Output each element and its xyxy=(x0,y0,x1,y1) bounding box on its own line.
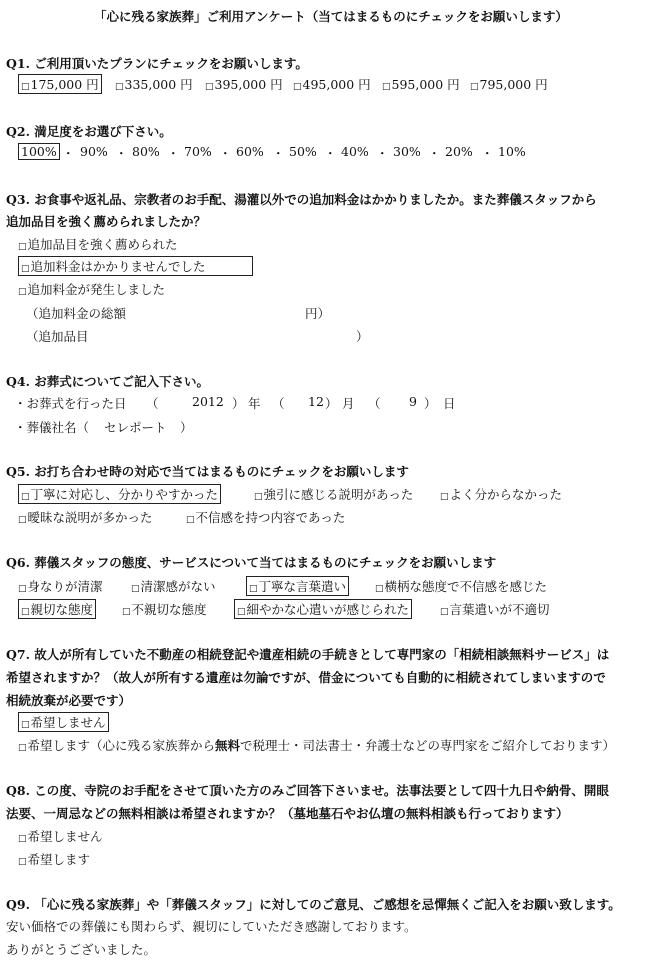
q2-option-80[interactable]: 80% xyxy=(132,144,160,159)
q4-company-value[interactable]: セレポート xyxy=(104,420,167,435)
q7-option-accept[interactable]: □希望します（心に残る家族葬から無料で税理士・司法書士・弁護士などの専門家をご紹介しております） xyxy=(18,738,616,753)
checkbox-icon: □ xyxy=(440,607,449,617)
q4-year-unit: 年 xyxy=(248,396,261,411)
q6-option-rude-speech[interactable]: □言葉遣いが不適切 xyxy=(440,602,550,617)
checkbox-icon: □ xyxy=(21,264,30,274)
q2-separator: ・ xyxy=(324,146,337,161)
q2-separator: ・ xyxy=(167,146,180,161)
checkbox-icon: □ xyxy=(18,515,27,525)
q4-month-unit: 月 xyxy=(342,396,355,411)
q1-option-595000[interactable]: □595,000 円 xyxy=(382,77,460,92)
q2-heading: Q2. 満足度をお選び下さい。 xyxy=(6,124,172,139)
q2-option-50[interactable]: 50% xyxy=(289,144,317,159)
q5-option-polite[interactable]: □丁寧に対応し、分かりやすかった xyxy=(18,484,221,504)
q1-option-795000[interactable]: □795,000 円 xyxy=(470,77,548,92)
q1-option-495000[interactable]: □495,000 円 xyxy=(293,77,371,92)
close-paren: ） xyxy=(325,396,338,411)
checkbox-icon: □ xyxy=(249,584,258,594)
q5-option-unclear[interactable]: □よく分からなかった xyxy=(440,487,563,502)
checkbox-icon: □ xyxy=(440,492,449,502)
q6-option-polite-speech[interactable]: □丁寧な言葉遣い xyxy=(246,576,349,596)
q1-option-175000[interactable]: □175,000 円 xyxy=(18,74,102,94)
checkbox-icon: □ xyxy=(131,584,140,594)
q8-heading-line2: 法要、一周忌などの無料相談は希望されますか？（墓地墓石やお仏壇の無料相談も行っております） xyxy=(6,806,569,821)
q4-day-unit: 日 xyxy=(443,396,456,411)
q2-option-10[interactable]: 10% xyxy=(498,144,526,159)
q4-heading: Q4. お葬式についてご記入下さい。 xyxy=(6,374,210,389)
q6-option-neat[interactable]: □身なりが清潔 xyxy=(18,579,103,594)
q2-option-20[interactable]: 20% xyxy=(445,144,473,159)
checkbox-icon: □ xyxy=(21,492,30,502)
checkbox-icon: □ xyxy=(122,607,131,617)
q6-option-kind[interactable]: □親切な態度 xyxy=(18,599,96,619)
q6-option-unkind[interactable]: □不親切な態度 xyxy=(122,602,207,617)
checkbox-icon: □ xyxy=(21,82,30,92)
q2-separator: ・ xyxy=(272,146,285,161)
checkbox-icon: □ xyxy=(18,857,27,867)
q4-company-close: ） xyxy=(180,420,193,435)
q8-option-accept[interactable]: □希望します xyxy=(18,852,91,867)
checkbox-icon: □ xyxy=(115,82,124,92)
q2-option-70[interactable]: 70% xyxy=(184,144,212,159)
q3-total-label: （追加料金の総額 xyxy=(26,306,127,321)
checkbox-icon: □ xyxy=(470,82,479,92)
q6-option-arrogant[interactable]: □横柄な態度で不信感を感じた xyxy=(375,579,548,594)
q2-option-60[interactable]: 60% xyxy=(236,144,264,159)
q9-answer-line1[interactable]: 安い価格での葬儀にも関わらず、親切にしていただき感謝しております。 xyxy=(6,919,417,934)
q1-option-395000[interactable]: □395,000 円 xyxy=(205,77,283,92)
q8-heading-line1: Q8. この度、寺院のお手配をさせて頂いた方のみご回答下さいませ。法事法要として四十九日や納骨、開眼 xyxy=(6,783,609,798)
q3-total-unit: 円） xyxy=(305,306,331,321)
open-paren: （ xyxy=(146,396,159,411)
q6-heading: Q6. 葬儀スタッフの態度、サービスについて当てはまるものにチェックをお願いします xyxy=(6,555,497,570)
q2-option-40[interactable]: 40% xyxy=(341,144,369,159)
open-paren: （ xyxy=(368,396,381,411)
q3-items-label: （追加品目 xyxy=(26,329,89,344)
q3-heading-line2: 追加品目を強く薦められましたか？ xyxy=(6,214,207,229)
checkbox-icon: □ xyxy=(293,82,302,92)
q7-heading-line2: 希望されますか？（故人が所有する遺産は勿論ですが、借金についても自動的に相続されてしまいますので xyxy=(6,670,606,685)
checkbox-icon: □ xyxy=(237,607,246,617)
q5-option-distrust[interactable]: □不信感を持つ内容であった xyxy=(186,510,346,525)
close-paren: ） xyxy=(424,396,437,411)
q3-option-extra[interactable]: □追加料金が発生しました xyxy=(18,282,166,297)
checkbox-icon: □ xyxy=(382,82,391,92)
q4-day-value[interactable]: 9 xyxy=(409,394,417,409)
q2-separator: ・ xyxy=(219,146,232,161)
checkbox-icon: □ xyxy=(18,584,27,594)
q2-separator: ・ xyxy=(481,146,494,161)
q3-option-recommended[interactable]: □追加品目を強く薦められた xyxy=(18,237,178,252)
checkbox-icon: □ xyxy=(375,584,384,594)
q5-option-vague[interactable]: □曖昧な説明が多かった xyxy=(18,510,153,525)
checkbox-icon: □ xyxy=(18,834,27,844)
checkbox-icon: □ xyxy=(205,82,214,92)
q3-items-close: ） xyxy=(356,329,369,344)
q2-separator: ・ xyxy=(115,146,128,161)
checkbox-icon: □ xyxy=(186,515,195,525)
open-paren: （ xyxy=(272,396,285,411)
q4-company-label: ・葬儀社名（ xyxy=(14,420,90,435)
q2-option-30[interactable]: 30% xyxy=(393,144,421,159)
q8-option-decline[interactable]: □希望しません xyxy=(18,829,103,844)
checkbox-icon: □ xyxy=(254,492,263,502)
q4-month-value[interactable]: 12 xyxy=(308,394,324,409)
q7-heading-line1: Q7. 故人が所有していた不動産の相続登記や遺産相続の手続きとして専門家の「相続相談無料サービス」は xyxy=(6,647,610,662)
q6-option-attentive[interactable]: □細やかな心遣いが感じられた xyxy=(234,599,412,619)
close-paren: ） xyxy=(232,396,245,411)
q5-option-pushy[interactable]: □強引に感じる説明があった xyxy=(254,487,414,502)
checkbox-icon: □ xyxy=(18,287,27,297)
q3-option-no-extra[interactable]: □追加料金はかかりませんでした xyxy=(18,256,253,276)
checkbox-icon: □ xyxy=(21,607,30,617)
q6-option-not-neat[interactable]: □清潔感がない xyxy=(131,579,216,594)
q2-option-90[interactable]: 90% xyxy=(80,144,108,159)
q5-heading: Q5. お打ち合わせ時の対応で当てはまるものにチェックをお願いします xyxy=(6,464,409,479)
checkbox-icon: □ xyxy=(18,242,27,252)
survey-title: 「心に残る家族葬」ご利用アンケート（当てはまるものにチェックをお願いします） xyxy=(94,9,568,24)
q9-answer-line2[interactable]: ありがとうございました。 xyxy=(6,942,157,957)
q2-separator: ・ xyxy=(376,146,389,161)
q7-heading-line3: 相続放棄が必要です） xyxy=(6,693,132,708)
q4-date-label: ・お葬式を行った日 xyxy=(14,396,127,411)
checkbox-icon: □ xyxy=(21,720,30,730)
q3-heading-line1: Q3. お食事や返礼品、宗教者のお手配、湯灌以外での追加料金はかかりましたか。また葬儀スタッフから xyxy=(6,192,597,207)
q2-option-100[interactable]: 100% xyxy=(18,143,60,160)
q1-option-335000[interactable]: □335,000 円 xyxy=(115,77,193,92)
q9-heading: Q9. 「心に残る家族葬」や「葬儀スタッフ」に対してのご意見、ご感想を忌憚無くご記入をお願い致します。 xyxy=(6,897,621,912)
q7-option-decline[interactable]: □希望しません xyxy=(18,712,109,732)
q4-year-value[interactable]: 2012 xyxy=(192,394,224,409)
checkbox-icon: □ xyxy=(18,743,27,753)
q1-heading: Q1. ご利用頂いたプランにチェックをお願いします。 xyxy=(6,56,308,71)
q2-separator: ・ xyxy=(62,146,75,161)
q2-separator: ・ xyxy=(428,146,441,161)
